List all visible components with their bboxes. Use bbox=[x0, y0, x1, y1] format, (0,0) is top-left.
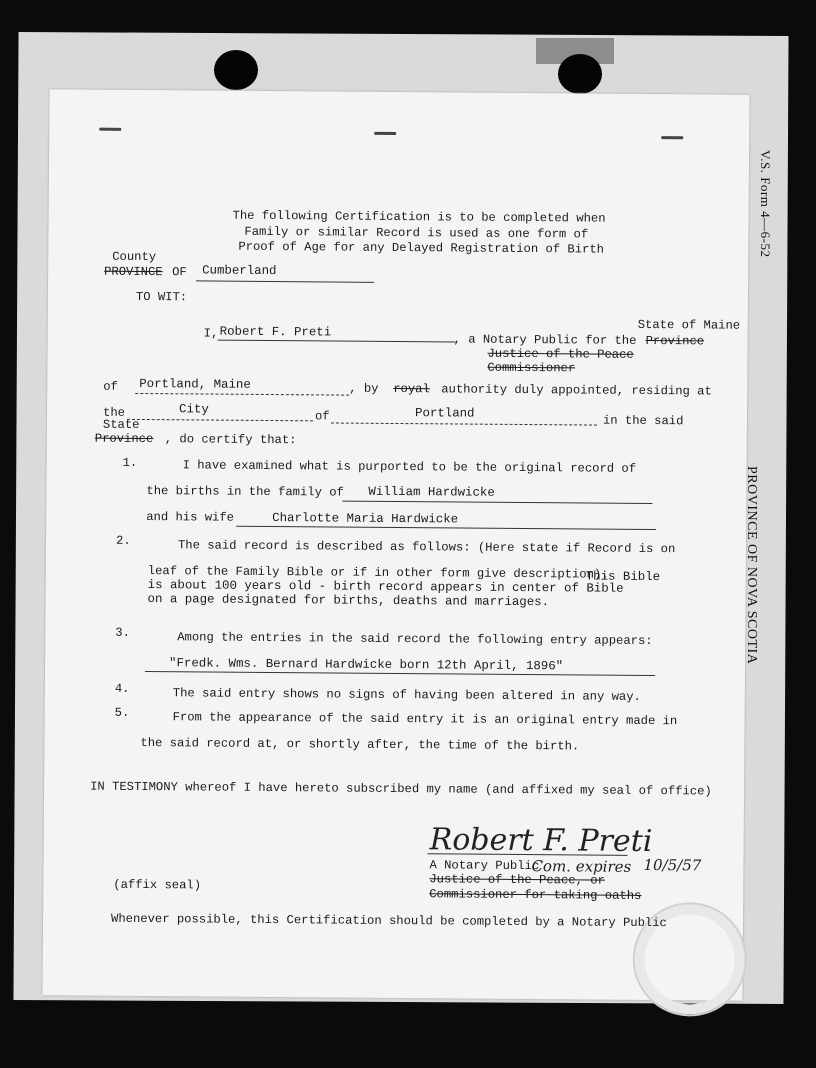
notary-role-text: , a Notary Public for the bbox=[453, 332, 637, 348]
record-description-c: on a page designated for births, deaths and marriages. bbox=[147, 592, 550, 610]
header-line-3: Proof of Age for any Delayed Registration of Birth bbox=[238, 239, 605, 257]
punch-hole-right bbox=[558, 54, 602, 94]
certificate-page bbox=[42, 89, 749, 1000]
justice-struck-2: Justice of the Peace, or bbox=[429, 872, 605, 888]
city-type: City bbox=[179, 402, 209, 417]
record-description-a: This Bible bbox=[585, 569, 661, 585]
item-5-line-2: the said record at, or shortly after, the time of the birth. bbox=[140, 735, 580, 754]
form-number: V.S. Form 4—6-52 bbox=[758, 150, 773, 258]
province-struck: PROVINCE bbox=[104, 264, 163, 280]
justice-struck: Justice of the Peace bbox=[487, 346, 634, 362]
notary-public-label: A Notary Public bbox=[429, 858, 540, 874]
item-1-line-1: I have examined what is purported to be the original record of bbox=[182, 458, 637, 476]
city-type-line bbox=[127, 418, 313, 421]
affix-seal-note: (affix seal) bbox=[113, 877, 202, 893]
notary-name: Robert F. Preti bbox=[219, 324, 332, 340]
item-4-number: 4. bbox=[114, 681, 130, 696]
of-label-3: of bbox=[314, 409, 330, 424]
item-1-line-2: the births in the family of bbox=[146, 484, 344, 500]
staple-mark bbox=[374, 132, 396, 135]
of-label: OF bbox=[172, 265, 187, 280]
to-wit: TO WIT: bbox=[135, 289, 188, 305]
commission-expires: Com. expires bbox=[531, 857, 632, 876]
royal-struck: royal bbox=[393, 381, 430, 397]
item-5-number: 5. bbox=[114, 705, 130, 720]
father-field-line bbox=[342, 500, 652, 504]
of-label-2: of bbox=[103, 379, 118, 394]
by-label: , by bbox=[349, 381, 379, 396]
signature: Robert F. Preti bbox=[429, 822, 653, 860]
commissioner-struck-2: Commissioner for taking oaths bbox=[429, 887, 642, 903]
commission-date: 10/5/57 bbox=[643, 855, 702, 875]
province-struck-2: Province bbox=[645, 333, 705, 349]
item-2-line-1: The said record is described as follows: (Here state if Record is on bbox=[177, 538, 676, 557]
staple-mark bbox=[661, 136, 683, 139]
item-3-number: 3. bbox=[115, 625, 130, 640]
notary-name-line bbox=[218, 339, 456, 343]
header-line-1: The following Certification is to be completed when bbox=[232, 208, 606, 226]
residence-place: Portland, Maine bbox=[139, 376, 251, 392]
i-label: I, bbox=[203, 326, 219, 341]
item-5-line-1: From the appearance of the said entry it is an original entry made in bbox=[172, 710, 678, 729]
in-said-label: in the said bbox=[602, 413, 684, 429]
father-name: William Hardwicke bbox=[368, 484, 495, 500]
county-field-line bbox=[196, 279, 374, 282]
mother-name: Charlotte Maria Hardwicke bbox=[272, 511, 459, 527]
staple-mark bbox=[99, 128, 121, 131]
wife-label: and his wife bbox=[146, 510, 235, 525]
item-2-number: 2. bbox=[115, 533, 131, 548]
state-of-maine-inserted: State of Maine bbox=[637, 317, 741, 333]
testimony-text: IN TESTIMONY whereof I have hereto subscribed my name (and affixed my seal of office) bbox=[90, 779, 712, 799]
item-2-line-2: leaf of the Family Bible or if in other form give description). bbox=[147, 564, 609, 582]
state-inserted: State bbox=[102, 417, 140, 432]
certify-text: , do certify that: bbox=[164, 432, 297, 448]
appointed-text: authority duly appointed, residing at bbox=[441, 382, 712, 399]
header-line-2: Family or similar Record is used as one form of bbox=[244, 224, 589, 242]
province-struck-3: Province bbox=[94, 431, 154, 447]
city-name: Portland bbox=[414, 406, 475, 421]
county-value: Cumberland bbox=[202, 263, 277, 279]
record-entry: "Fredk. Wms. Bernard Hardwicke born 12th April, 1896" bbox=[169, 656, 564, 674]
punch-hole-left bbox=[214, 50, 258, 90]
the-label: the bbox=[102, 405, 126, 420]
residence-field-line bbox=[135, 392, 349, 396]
item-4-line-1: The said entry shows no signs of having been altered in any way. bbox=[172, 686, 641, 704]
city-name-line bbox=[331, 421, 597, 425]
item-3-line-1: Among the entries in the said record the following entry appears: bbox=[177, 630, 653, 649]
footer-note: Whenever possible, this Certification should be completed by a Notary Public bbox=[111, 911, 667, 931]
commissioner-struck: Commissioner bbox=[487, 360, 576, 376]
province-side-label: PROVINCE OF NOVA SCOTIA bbox=[744, 466, 759, 665]
mother-field-line bbox=[236, 525, 656, 530]
county-inserted: County bbox=[112, 249, 157, 265]
record-description-b: is about 100 years old - birth record appears in center of Bible bbox=[147, 578, 624, 596]
item-1-number: 1. bbox=[122, 455, 138, 470]
